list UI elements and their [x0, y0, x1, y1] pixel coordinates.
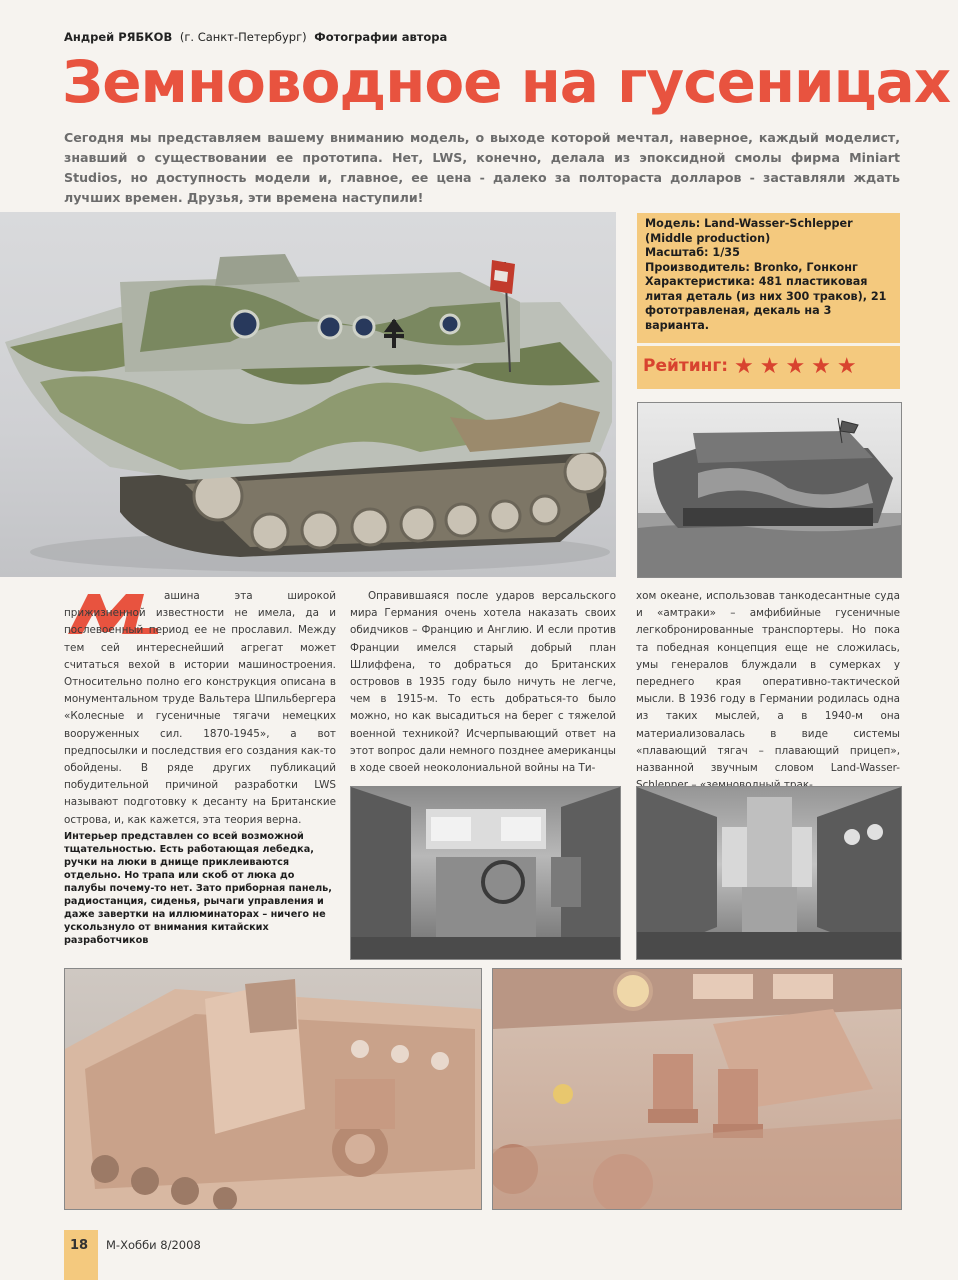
rating-stars-icon: ★★★★★ [734, 354, 863, 379]
interior-photo-cockpit [350, 786, 621, 960]
page-number: 18 [70, 1238, 89, 1253]
interior-photo-seats [492, 968, 902, 1210]
cockpit-image [351, 787, 620, 959]
winch-image [65, 969, 481, 1209]
author-name: Андрей РЯБКОВ [64, 30, 173, 44]
rating-label: Рейтинг: [643, 356, 729, 376]
vehicle-image [0, 212, 616, 577]
info-scale: Масштаб: 1/35 [645, 246, 740, 259]
column-1-text: ашина эта широкой прижизненной известности не имела, да и послевоенный период ее не прославил. Между тем сей интереснейший агрегат может считаться вехой в истории машиностроения. Относительно полно его конструкция описана в монументальном труде Вальтера Шпильбергера «Колесные и гусеничные тягачи немецких вооруженных сил. 1870-1945», а вот предпосылки и последствия его создания как-то обойдены. В ряде других публикаций побудительной причиной разработки LWS называют подготовку к десанту на Британские острова, и, как кажется, эта теория верна. [64, 590, 336, 826]
rating-box [637, 343, 900, 389]
article-title: Земноводное на гусеницах [62, 48, 951, 116]
text-column-2 [350, 588, 616, 777]
text-column-1 [64, 588, 336, 829]
info-maker: Производитель: Bronko, Гонконг [645, 260, 858, 274]
column-2-text: Оправившаяся после ударов версальского мира Германия очень хотела наказать своих обидчиков – Францию и Англию. И если против Франции имелся старый добрый план Шлиффена, то добраться до Британских островов в 1935 году было ничуть не легче, чем в 1915-м. То есть добраться-то было можно, но как высадиться на берег с тяжелой военной техникой? Исчерпывающий ответ на этот вопрос дали немного позднее американцы в ходе своей неоколониальной войны на Ти- [350, 590, 616, 775]
interior-photo-winch [64, 968, 482, 1210]
text-column-3 [636, 588, 900, 794]
interior-photo-cabin [636, 786, 902, 960]
main-photo [0, 212, 616, 577]
water-photo [637, 402, 902, 578]
lead-paragraph: Сегодня мы представляем вашему вниманию модель, о выходе которой мечтал, наверное, каждый моделист, знавший о существовании ее прототипа. Нет, LWS, конечно, делала из эпоксидной смолы фирма Miniart Studios, но доступность модели и, главное, ее цена - далеко за полтораста долларов - заставляли ждать лучших времен. Друзья, эти времена наступили! [64, 130, 900, 205]
author-location: (г. Санкт-Петербург) [179, 30, 307, 44]
interior-caption: Интерьер представлен со всей возможной тщательностью. Есть работающая лебедка, ручки на люки в днище приклеиваются отдельно. Но трапа или скоб от люка до палубы почему-то нет. Зато приборная панель, радиостанция, сиденья, рычаги управления и даже завертки на иллюминаторах – ничего не ускользнуло от внимания китайских разработчиков [64, 831, 332, 946]
cabin-image [637, 787, 901, 959]
seats-image [493, 969, 901, 1209]
water-vehicle-image [638, 403, 901, 577]
photo-credit: Фотографии автора [314, 30, 448, 44]
byline [64, 30, 447, 44]
journal-issue: М-Хобби 8/2008 [106, 1238, 201, 1252]
column-3-text: хом океане, использовав танкодесантные суда и «амтраки» – амфибийные гусеничные легкобронированные транспортеры. Но пока та победная концепция еще не сложилась, умы генералов блуждали в сумерках у переднего края оперативно-тактической мысли. В 1936 году в Германии родилась одна из таких мыслей, а в 1940-м она материализовалась в виде системы «плавающий тягач – плавающий прицеп», названной звучным словом Land-Wasser- [636, 590, 900, 775]
info-specs: Характеристика: 481 пластиковая литая деталь (из них 300 траков), 21 фототравленая, декаль на 3 варианта. [645, 275, 887, 332]
info-model: Модель: Land-Wasser-Schlepper (Middle production) [645, 217, 853, 245]
